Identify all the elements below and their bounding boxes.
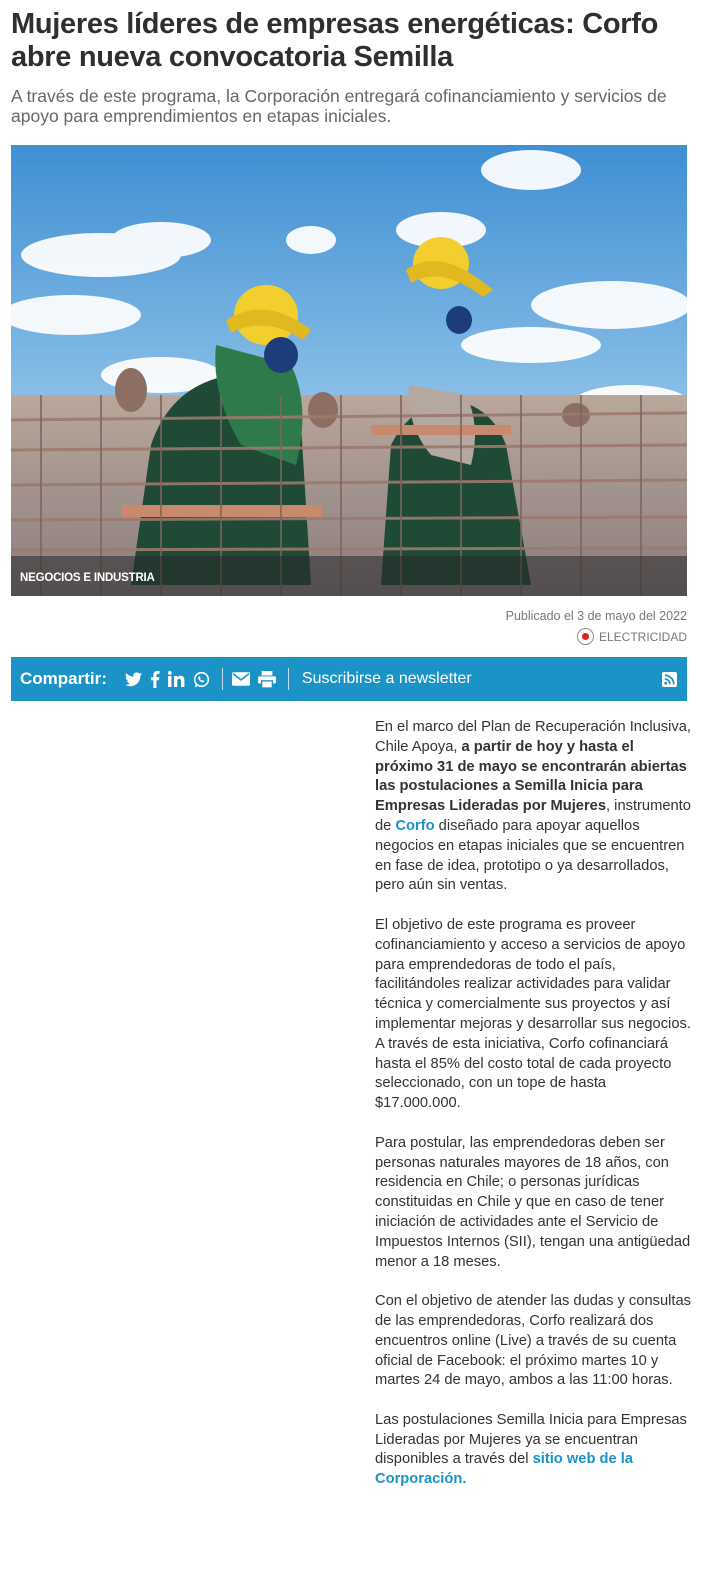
category-tag[interactable]	[577, 628, 687, 645]
paragraph-text: Las postulaciones Semilla Inicia para Empresas Lideradas por Mujeres ya se encuentran disponibles a través del	[375, 1411, 687, 1468]
hero-image	[11, 145, 687, 596]
article-paragraph	[375, 1411, 693, 1490]
paragraph-text: , instrumento de	[375, 798, 691, 834]
article-paragraph: Con el objetivo de atender las dudas y consultas de las emprendedoras, Corfo realizará dos encuentros online (Live) a través de su cuenta oficial de Facebook: el próximo martes 10 y martes 24 de mayo, ambos a las 11:00 horas.	[375, 1293, 691, 1389]
image-category-caption[interactable]: NEGOCIOS E INDUSTRIA	[11, 556, 687, 596]
share-bar	[11, 657, 687, 701]
whatsapp-icon[interactable]	[193, 671, 210, 688]
article-body	[375, 718, 693, 1510]
newsletter-link[interactable]: Suscribirse a newsletter	[301, 670, 472, 687]
twitter-icon[interactable]	[125, 672, 142, 687]
article-paragraph: Para postular, las emprendedoras deben ser personas naturales mayores de 18 años, con residencia en Chile; o personas jurídicas constituidas en Chile y que en caso de tener iniciación de actividades ante el Servicio de Impuestos Internos (SII), tengan una antigüedad menor a 18 meses.	[375, 1134, 691, 1270]
paragraph-text: En el marco del Plan de Recuperación Inclusiva, Chile Apoya,	[375, 719, 691, 755]
paragraph-bold-text: a partir de hoy y hasta el próximo 31 de mayo se encontrarán abiertas las postulaciones a Semilla Inicia para Empresas Lideradas por Mujeres	[375, 738, 687, 815]
category-tag-label: ELECTRICIDAD	[598, 629, 687, 644]
share-divider	[222, 668, 223, 690]
print-icon[interactable]	[258, 671, 276, 688]
facebook-icon[interactable]	[150, 671, 160, 688]
article-paragraph	[375, 718, 693, 896]
email-icon[interactable]	[232, 672, 250, 686]
article-paragraph: El objetivo de este programa es proveer cofinanciamiento y acceso a servicios de apoyo para emprendedoras de todo el país, facilitándoles realizar actividades para validar técnica y comercialmente sus proyectos y así implementar mejoras y desarrollar sus negocios. A través de esta iniciativa, Corfo cofinanciará hasta el 85% del costo total de cada proyecto seleccionado, con un tope de hasta $17.000.000.	[375, 916, 691, 1112]
page-title: Mujeres líderes de empresas energéticas: Corfo abre nueva convocatoria Semilla	[11, 8, 659, 73]
rss-icon[interactable]	[662, 672, 677, 687]
corfo-link[interactable]: Corfo	[395, 817, 435, 834]
publish-date: Publicado el 3 de mayo del 2022	[505, 609, 687, 623]
share-label: Compartir:	[20, 669, 107, 688]
share-divider	[288, 668, 289, 690]
workers-photo	[11, 145, 687, 596]
paragraph-text: diseñado para apoyar aquellos negocios en etapas iniciales que se encuentren en fase de idea, prototipo o ya desarrollados, pero aún sin ventas.	[375, 817, 685, 894]
linkedin-icon[interactable]	[168, 671, 185, 687]
article-subtitle: A través de este programa, la Corporación entregará cofinanciamiento y servicios de apoyo para emprendimientos en etapas iniciales.	[11, 86, 667, 126]
tag-target-icon	[577, 628, 594, 645]
corporation-website-link[interactable]: sitio web de la Corporación.	[375, 1451, 633, 1488]
